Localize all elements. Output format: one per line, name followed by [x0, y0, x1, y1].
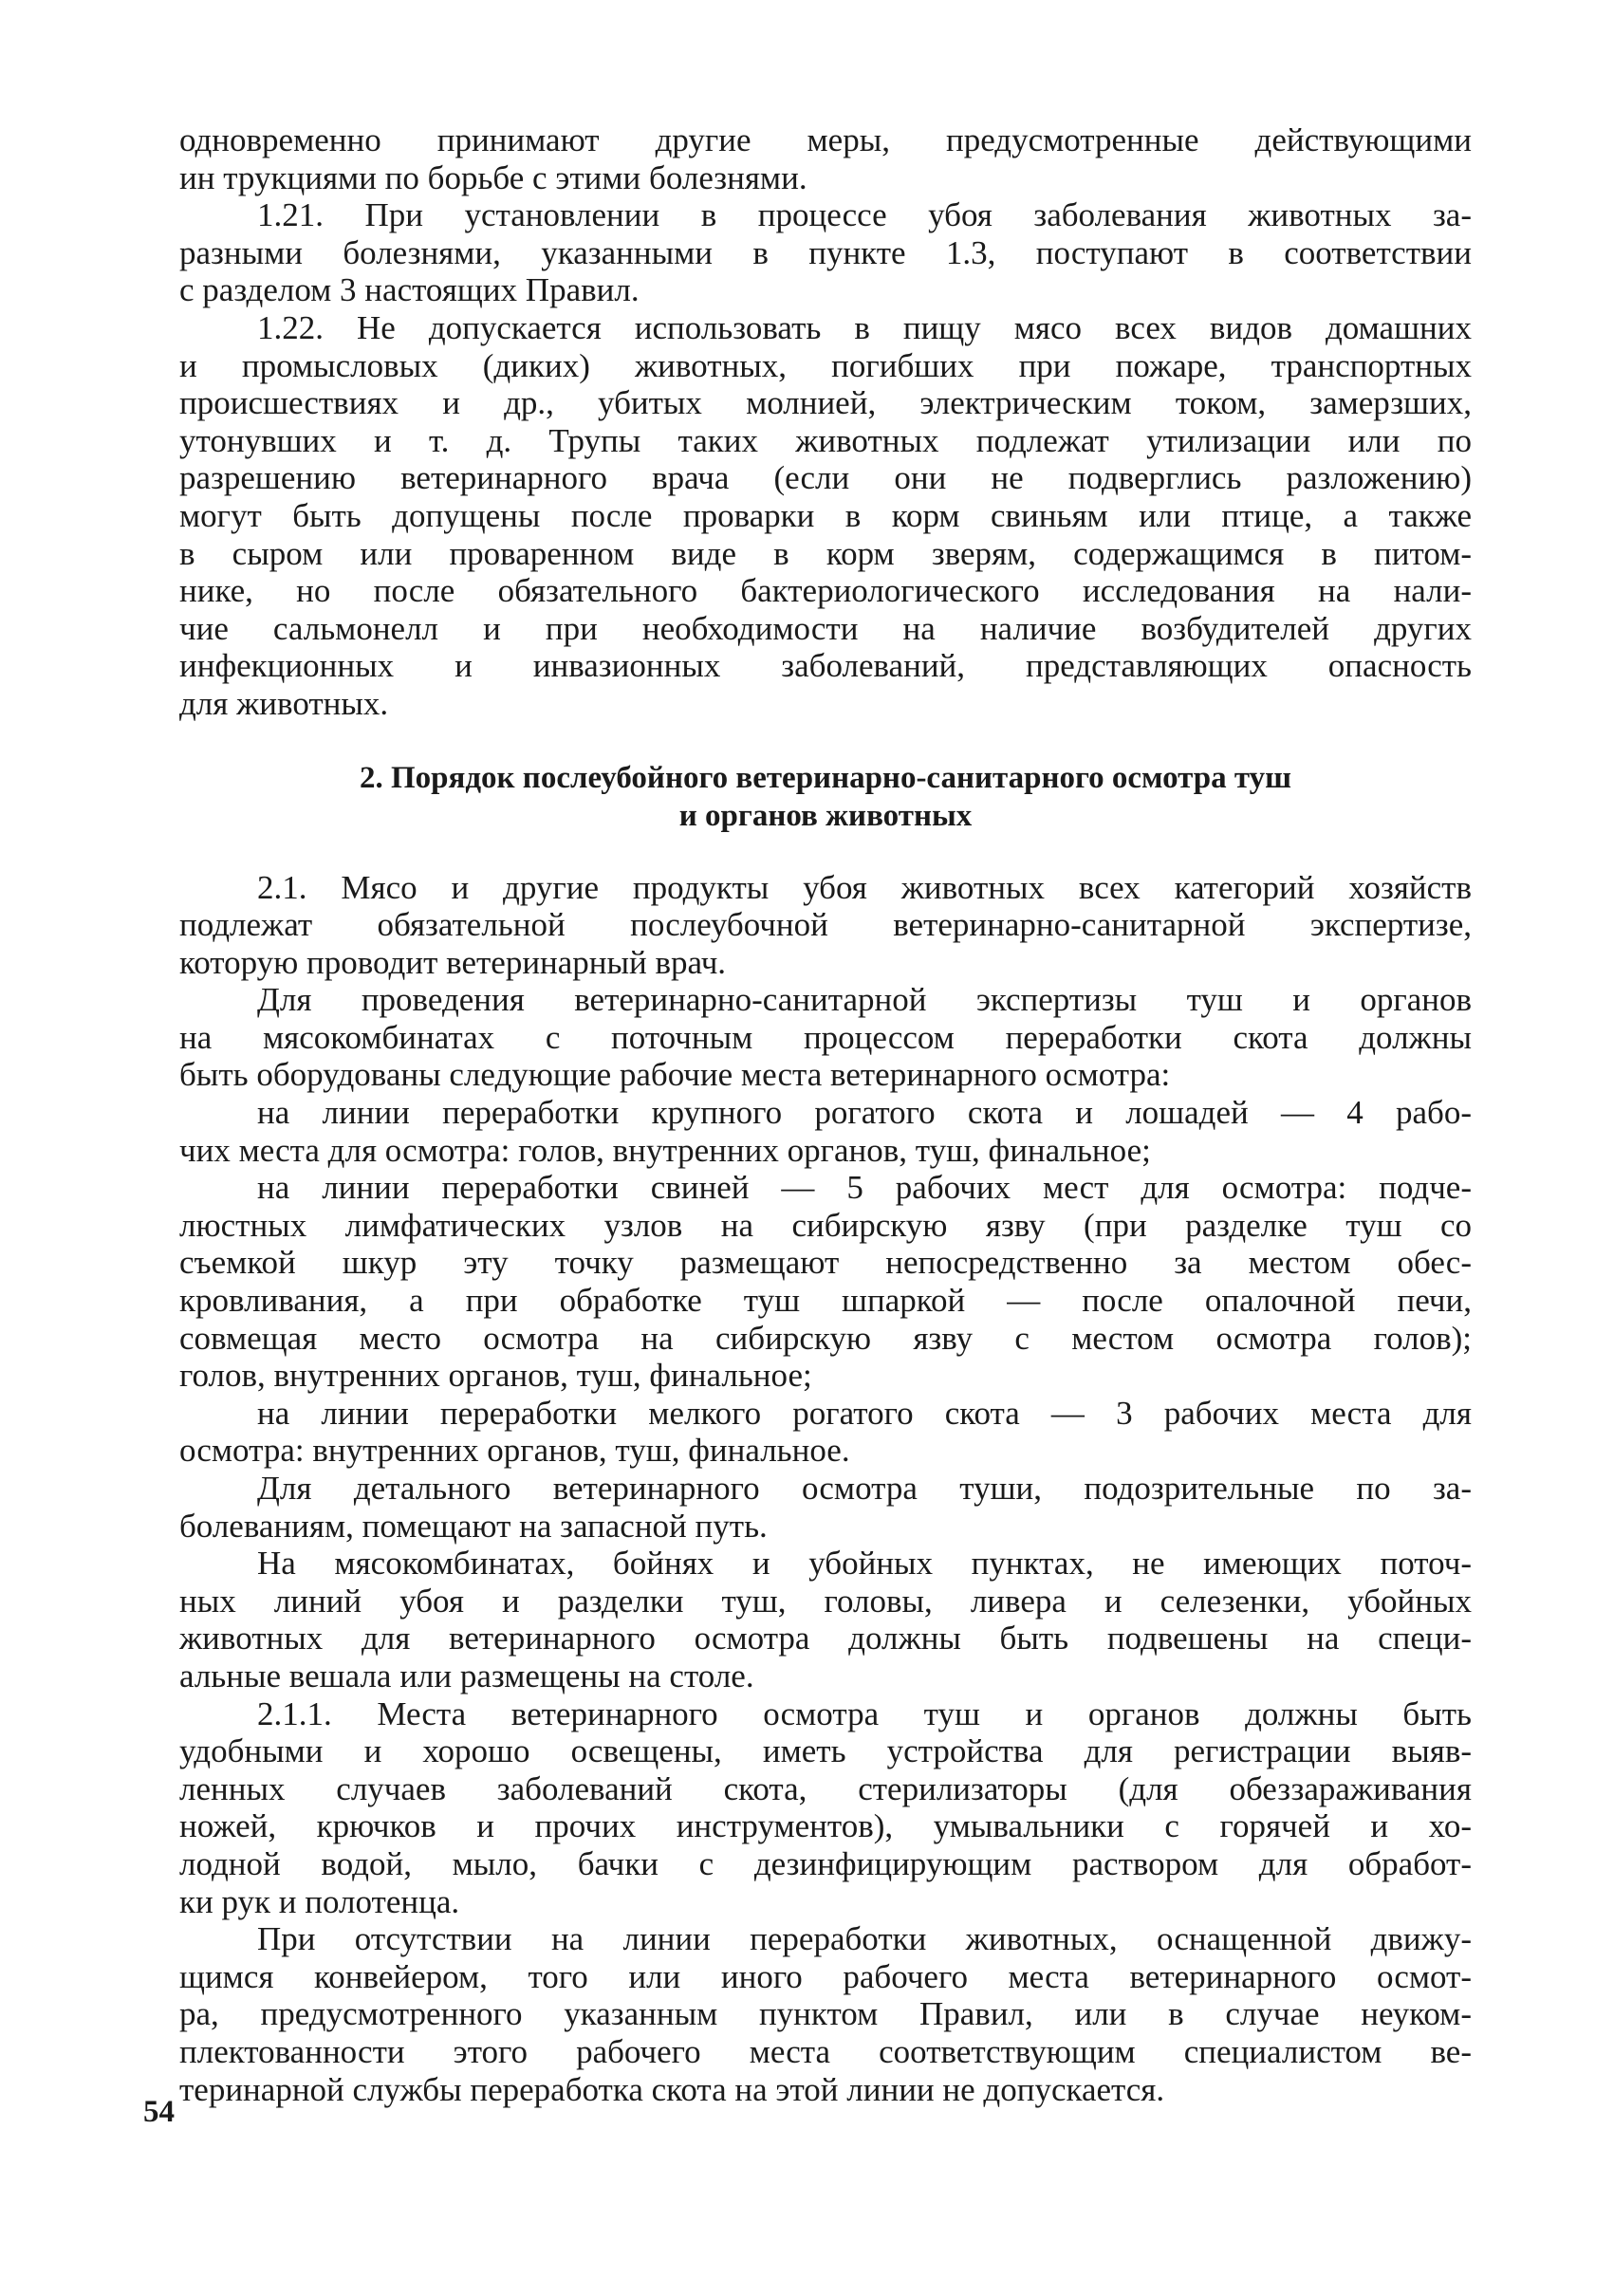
- paragraph: [179, 1920, 1472, 2108]
- text-line: утонувших и т. д. Трупы таких животных подлежат утилизации или по: [179, 421, 1472, 459]
- text-line: 2.1. Мясо и другие продукты убоя животных всех категорий хозяйств: [257, 868, 1472, 906]
- text-line: 2.1.1. Места ветеринарного осмотра туш и органов должны быть: [257, 1694, 1472, 1732]
- text-line: голов, внутренних органов, туш, финальное;: [179, 1357, 812, 1395]
- paragraph: [179, 309, 1472, 723]
- paragraph: [179, 1545, 1472, 1694]
- text-line: на линии переработки свиней — 5 рабочих мест для осмотра: подче-: [257, 1169, 1472, 1207]
- document-page: [179, 121, 1472, 2108]
- text-line: теринарной службы переработка скота на этой линии не допускается.: [179, 2070, 1165, 2108]
- text-line: нике, но после обязательного бактериологического исследования на нали-: [179, 572, 1472, 610]
- paragraph: [179, 1395, 1472, 1470]
- text-line: на линии переработки мелкого рогатого скота — 3 рабочих места для: [257, 1394, 1472, 1432]
- text-line: одновременно принимают другие меры, предусмотренные действующими: [179, 121, 1472, 158]
- text-line: в сыром или проваренном виде в корм зверям, содержащимся в питом-: [179, 534, 1472, 572]
- text-line: кровливания, а при обработке туш шпаркой — после опалочной печи,: [179, 1282, 1472, 1320]
- text-line: плектованности этого рабочего места соответствующим специалистом ве-: [179, 2032, 1472, 2070]
- text-line: подлежат обязательной послеубочной ветеринарно-санитарной экспертизе,: [179, 906, 1472, 944]
- section-heading: [179, 759, 1472, 835]
- text-line: на линии переработки крупного рогатого скота и лошадей — 4 рабо-: [257, 1094, 1472, 1132]
- text-line: 1.22. Не допускается использовать в пищу мясо всех видов домашних: [257, 308, 1472, 346]
- paragraph: [179, 1470, 1472, 1545]
- text-line: ра, предусмотренного указанным пунктом Правил, или в случае неуком-: [179, 1995, 1472, 2033]
- text-line: ин трукциями по борьбе с этими болезнями.: [179, 158, 807, 196]
- text-line: ных линий убоя и разделки туш, головы, ливера и селезенки, убойных: [179, 1582, 1472, 1620]
- text-line: на мясокомбинатах с поточным процессом переработки скота должны: [179, 1018, 1472, 1056]
- text-line: для животных.: [179, 684, 389, 722]
- text-line: Для детального ветеринарного осмотра туши, подозрительные по за-: [257, 1470, 1472, 1507]
- text-line: На мясокомбинатах, бойнях и убойных пунктах, не имеющих поточ-: [257, 1545, 1472, 1583]
- text-line: разрешению ветеринарного врача (если они не подверглись разложению): [179, 459, 1472, 497]
- text-line: инфекционных и инвазионных заболеваний, представляющих опасность: [179, 647, 1472, 685]
- text-line: животных для ветеринарного осмотра должны быть подвешены на специ-: [179, 1620, 1472, 1657]
- text-line: и промысловых (диких) животных, погибших при пожаре, транспортных: [179, 346, 1472, 384]
- text-line: 1.21. При установлении в процессе убоя заболевания животных за-: [257, 196, 1472, 234]
- paragraph: [179, 981, 1472, 1094]
- text-line: быть оборудованы следующие рабочие места ветеринарного осмотра:: [179, 1056, 1171, 1094]
- paragraph: [179, 196, 1472, 309]
- text-line: альные вешала или размещены на столе.: [179, 1657, 754, 1694]
- text-line: При отсутствии на линии переработки животных, оснащенной движу-: [257, 1920, 1472, 1958]
- text-line: которую проводит ветеринарный врач.: [179, 943, 727, 981]
- text-line: щимся конвейером, того или иного рабочего места ветеринарного осмот-: [179, 1957, 1472, 1995]
- text-line: люстных лимфатических узлов на сибирскую язву (при разделке туш со: [179, 1206, 1472, 1244]
- section-heading-line-2: и органов животных: [678, 798, 973, 833]
- text-line: чих места для осмотра: голов, внутренних органов, туш, финальное;: [179, 1131, 1151, 1169]
- text-line: чие сальмонелл и при необходимости на наличие возбудителей других: [179, 609, 1472, 647]
- paragraphs-top: [179, 121, 1472, 723]
- paragraph: [179, 121, 1472, 196]
- paragraphs-bottom: [179, 869, 1472, 2109]
- text-line: Для проведения ветеринарно-санитарной экспертизы туш и органов: [257, 981, 1472, 1019]
- text-line: с разделом 3 настоящих Правил.: [179, 271, 640, 309]
- text-line: осмотра: внутренних органов, туш, финальное.: [179, 1432, 850, 1470]
- text-line: лодной водой, мыло, бачки с дезинфицирующим раствором для обработ-: [179, 1844, 1472, 1882]
- text-line: удобными и хорошо освещены, иметь устройства для регистрации выяв-: [179, 1732, 1472, 1770]
- paragraph: [179, 1695, 1472, 1921]
- text-line: болеваниям, помещают на запасной путь.: [179, 1507, 768, 1545]
- text-line: съемкой шкур эту точку размещают непосредственно за местом обес-: [179, 1244, 1472, 1282]
- text-line: ки рук и полотенца.: [179, 1882, 460, 1920]
- paragraph: [179, 869, 1472, 982]
- paragraph: [179, 1169, 1472, 1395]
- text-line: ленных случаев заболеваний скота, стерилизаторы (для обеззараживания: [179, 1769, 1472, 1807]
- text-line: происшествиях и др., убитых молнией, электрическим током, замерзших,: [179, 384, 1472, 422]
- text-line: могут быть допущены после проварки в корм свиньям или птице, а также: [179, 496, 1472, 534]
- page-number: 54: [143, 2095, 175, 2129]
- text-line: разными болезнями, указанными в пункте 1.3, поступают в соответствии: [179, 233, 1472, 271]
- paragraph: [179, 1094, 1472, 1169]
- text-line: совмещая место осмотра на сибирскую язву с местом осмотра голов);: [179, 1319, 1472, 1357]
- section-heading-line-1: 2. Порядок послеубойного ветеринарно-санитарного осмотра туш: [359, 760, 1292, 795]
- text-line: ножей, крючков и прочих инструментов), умывальники с горячей и хо-: [179, 1807, 1472, 1845]
